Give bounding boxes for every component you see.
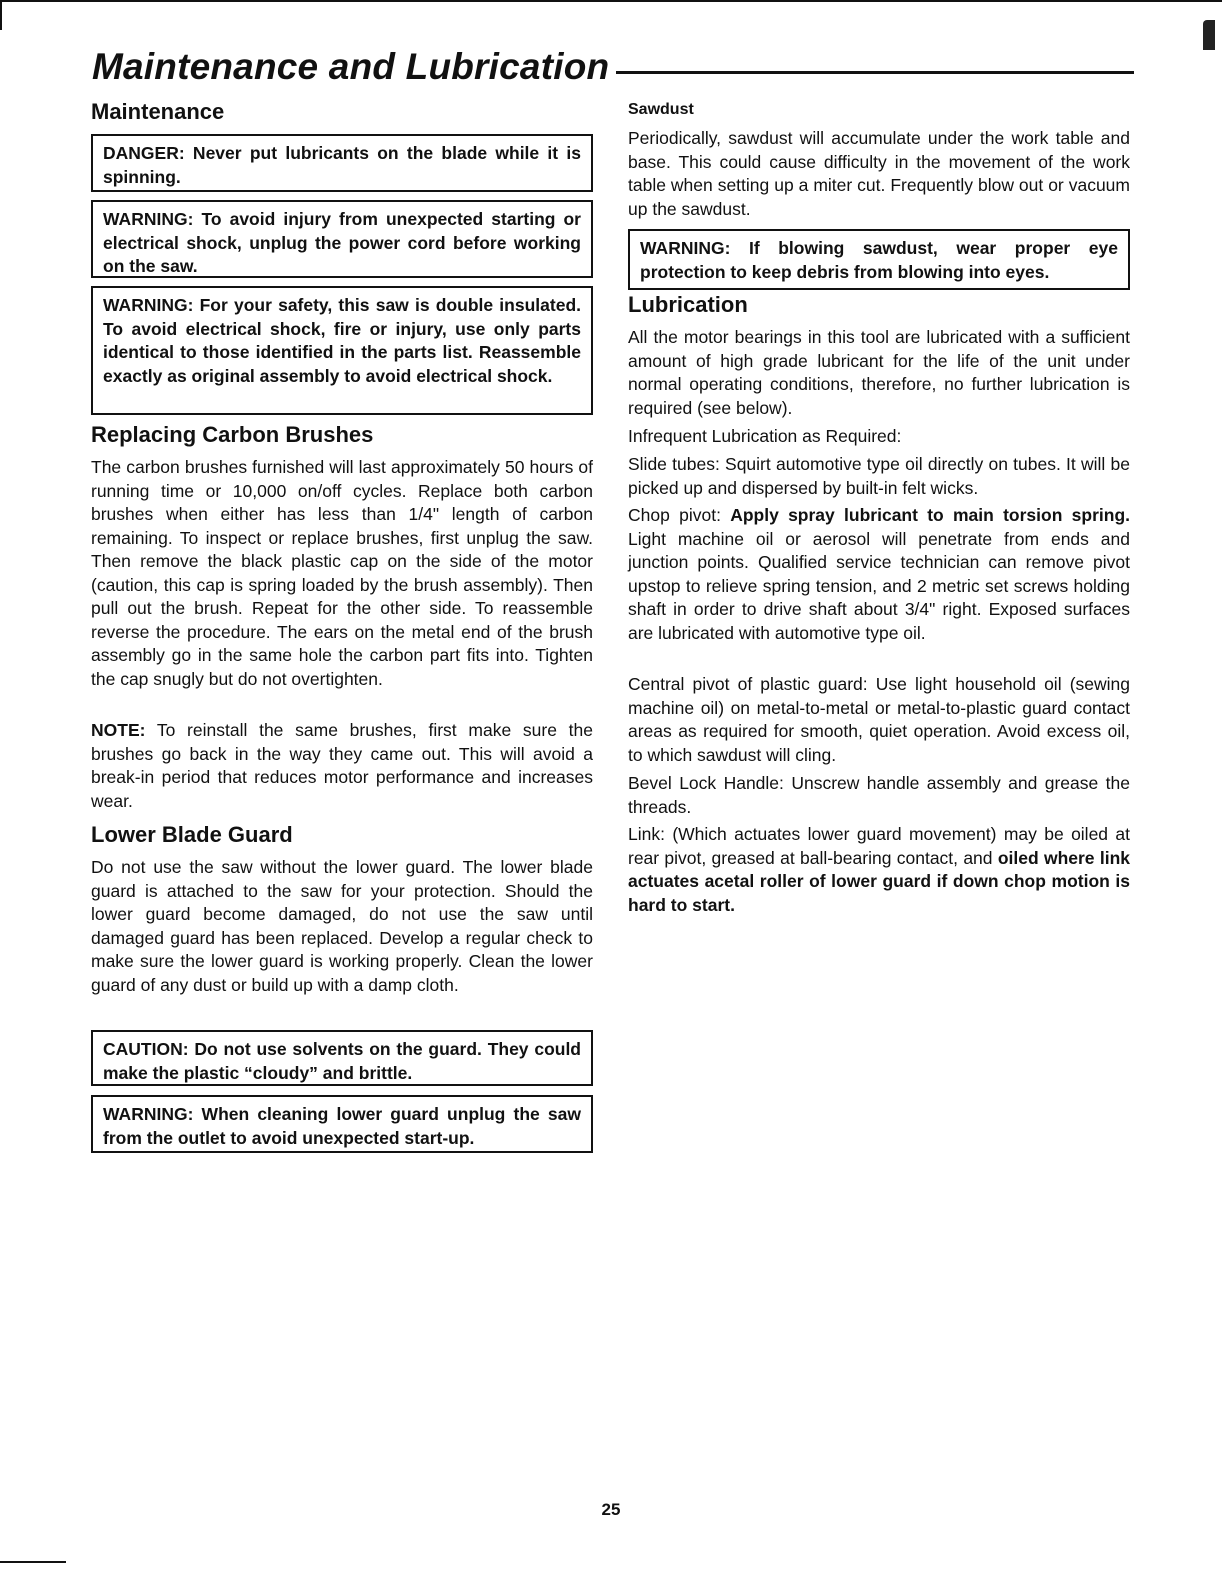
carbon-brushes-paragraph: The carbon brushes furnished will last approximately 50 hours of running time or 10,000 on/off cycles. Replace both carbon brushes when either has less than 1/4" length of carbon remaining. To inspect or replace brushes, first unplug the saw. Then remove the black plastic cap on the side of the motor (caution, this cap is spring loaded by the brush assembly). Then pull out the brush. Repeat for the other side. To reassemble reverse the procedure. The ears on the metal end of the brush assembly go in the same hole the carbon part fits into. Tighten the cap snugly but do not overtighten. xyxy=(91,457,593,689)
warning-box-double-insulated: WARNING: For your safety, this saw is double insulated. To avoid electrical shock, fire or injury, use only parts identical to those identified in the parts list. Reassemble exactly as original assembly to avoid electrical shock. xyxy=(91,286,593,415)
warning-box-cleaning: WARNING: When cleaning lower guard unplug the saw from the outlet to avoid unexpected start-up. xyxy=(91,1095,593,1153)
warning-box-eye-protection: WARNING: If blowing sawdust, wear proper eye protection to keep debris from blowing into eyes. xyxy=(628,229,1130,290)
chop-pivot-text: Light machine oil or aerosol will penetrate from ends and junction points. Qualified service technician can remove pivot upstop to relieve spring tension, and 2 metric set screws holding shaft in order to drive shaft about 3/4" right. Exposed surfaces are lubricated with automotive type oil. xyxy=(628,528,1130,643)
note-paragraph xyxy=(91,719,593,813)
page-title: Maintenance and Lubrication xyxy=(92,46,610,87)
chop-pivot-bold: Apply spray lubricant to main torsion spring. xyxy=(730,505,1130,525)
danger-box: DANGER: Never put lubricants on the blade while it is spinning. xyxy=(91,134,593,192)
sawdust-paragraph: Periodically, sawdust will accumulate under the work table and base. This could cause difficulty in the movement of the work table when setting up a miter cut. Frequently blow out or vacuum up the sawdust. xyxy=(628,128,1130,219)
lower-blade-guard-paragraph: Do not use the saw without the lower guard. The lower blade guard is attached to the saw for your protection. Should the lower guard become damaged, do not use the saw until damaged guard has been replaced. Develop a regular check to make sure the lower guard is working properly. Clean the lower guard of any dust or build up with a damp cloth. xyxy=(91,857,593,995)
title-rule xyxy=(616,71,1134,74)
slide-tubes-paragraph: Slide tubes: Squirt automotive type oil directly on tubes. It will be picked up and dispersed by built-in felt wicks. xyxy=(628,454,1130,498)
link-bold: oiled where link actuates acetal roller of lower guard if down chop motion is hard to start. xyxy=(628,847,1130,915)
maintenance-heading: Maintenance xyxy=(91,99,225,124)
scan-mark-left xyxy=(0,0,2,30)
infrequent-lubrication-label: Infrequent Lubrication as Required: xyxy=(628,426,902,446)
link-paragraph xyxy=(628,823,1130,917)
note-text: To reinstall the same brushes, first make sure the brushes go back in the way they came out. This will avoid a break-in period that reduces motor performance and increases wear. xyxy=(91,720,593,811)
note-label: NOTE: xyxy=(91,720,146,740)
central-pivot-paragraph: Central pivot of plastic guard: Use light household oil (sewing machine oil) on metal-to-metal or metal-to-plastic guard contact areas as required for smooth, quiet operation. Avoid excess oil, to which sawdust will cling. xyxy=(628,674,1130,765)
link-text: Link: (Which actuates lower guard movement) may be oiled at rear pivot, greased at ball-bearing contact, and xyxy=(628,824,1130,868)
chop-pivot-paragraph xyxy=(628,504,1130,645)
sawdust-heading: Sawdust xyxy=(628,101,694,118)
scan-border-top xyxy=(0,0,1222,2)
carbon-brushes-heading: Replacing Carbon Brushes xyxy=(91,422,374,447)
warning-box-unplug: WARNING: To avoid injury from unexpected starting or electrical shock, unplug the power cord before working on the saw. xyxy=(91,200,593,278)
lower-blade-guard-heading: Lower Blade Guard xyxy=(91,822,293,847)
scan-mark-bottom xyxy=(0,1561,66,1563)
chop-pivot-label: Chop pivot: xyxy=(628,505,731,525)
bevel-lock-paragraph: Bevel Lock Handle: Unscrew handle assembly and grease the threads. xyxy=(628,773,1130,817)
scan-mark-corner xyxy=(1203,20,1215,50)
caution-box-solvents: CAUTION: Do not use solvents on the guard. They could make the plastic “cloudy” and brittle. xyxy=(91,1030,593,1086)
lubrication-heading: Lubrication xyxy=(628,292,748,317)
lubrication-paragraph: All the motor bearings in this tool are lubricated with a sufficient amount of high grade lubricant for the life of the unit under normal operating conditions, therefore, no further lubrication is required (see below). xyxy=(628,327,1130,418)
page-number: 25 xyxy=(601,1500,621,1519)
